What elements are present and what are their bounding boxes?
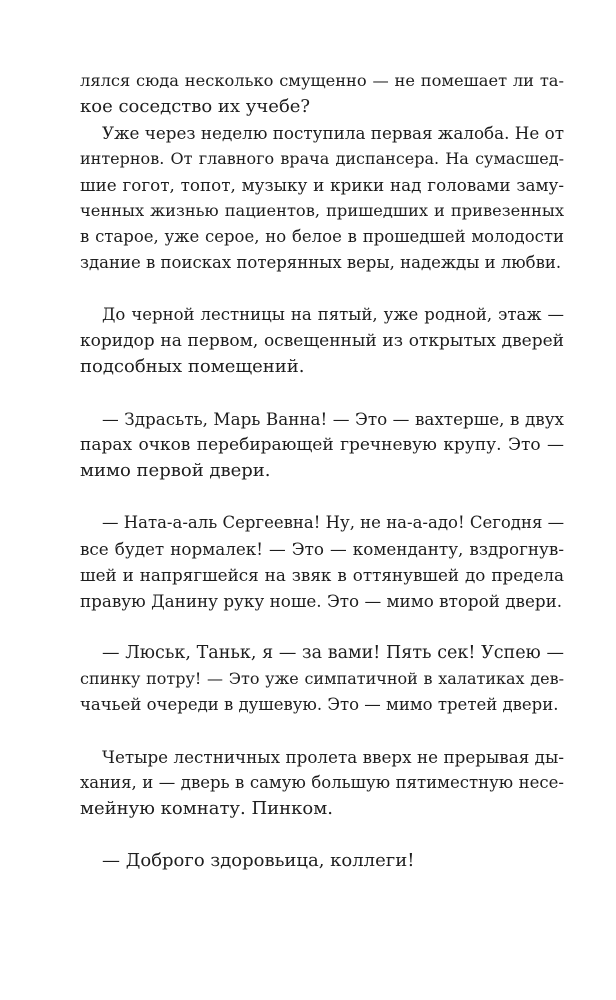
text-line: правую Данину руку ноше. Это — мимо второй двери. xyxy=(80,591,563,611)
paragraph xyxy=(80,406,564,484)
text-line: мейную комнату. Пинком. xyxy=(80,798,333,819)
text-line: хания, и — дверь в самую большую пятиместную несе- xyxy=(80,773,564,792)
text-line: До черной лестницы на пятый, уже родной, этаж — xyxy=(102,305,564,324)
paragraph xyxy=(80,640,564,718)
text-line: интернов. От главного врача диспансера. На сумасшед- xyxy=(80,149,564,168)
text-line: чачьей очереди в душевую. Это — мимо третей двери. xyxy=(80,695,559,714)
text-line: спинку потру! — Это уже симпатичной в халатиках дев- xyxy=(80,669,564,688)
text-line: коридор на первом, освещенный из открытых дверей xyxy=(80,331,564,351)
text-line: — Люськ, Таньк, я — за вами! Пять сек! Успею — xyxy=(102,643,564,663)
text-line: все будет нормалек! — Это — коменданту, вздрогнув- xyxy=(80,539,564,559)
text-line: мимо первой двери. xyxy=(80,460,271,481)
text-line: здание в поисках потерянных веры, надежды и любви. xyxy=(80,253,562,272)
text-line: Уже через неделю поступила первая жалоба. Не от xyxy=(102,123,564,143)
paragraph xyxy=(80,68,564,120)
paragraph xyxy=(80,302,564,380)
text-line: ченных жизнью пациентов, пришедших и привезенных xyxy=(80,201,564,220)
page-text xyxy=(80,68,564,874)
text-line: в старое, уже серое, но белое в прошедшей молодости xyxy=(80,227,564,246)
text-line: кое соседство их учебе? xyxy=(80,96,311,117)
text-line: — Ната-а-аль Сергеевна! Ну, не на-а-адо! Сегодня — xyxy=(102,513,565,532)
paragraph xyxy=(80,120,564,276)
text-line: парах очков перебирающей гречневую крупу. Это — xyxy=(80,435,564,455)
text-line: шей и напрягшейся на звяк в оттянувшей до предела xyxy=(80,565,564,585)
text-line: подсобных помещений. xyxy=(80,356,305,377)
text-line: — Доброго здоровьица, коллеги! xyxy=(102,850,415,871)
text-line: — Здрасьть, Марь Ванна! — Это — вахтерше, в двух xyxy=(102,409,564,429)
text-line: шие гогот, топот, музыку и крики над головами заму- xyxy=(80,175,564,195)
paragraph xyxy=(80,510,564,614)
paragraph xyxy=(80,848,564,874)
text-line: лялся сюда несколько смущенно — не помешает ли та- xyxy=(80,71,564,90)
text-line: Четыре лестничных пролета вверх не прерывая ды- xyxy=(102,747,564,767)
paragraph xyxy=(80,744,564,822)
